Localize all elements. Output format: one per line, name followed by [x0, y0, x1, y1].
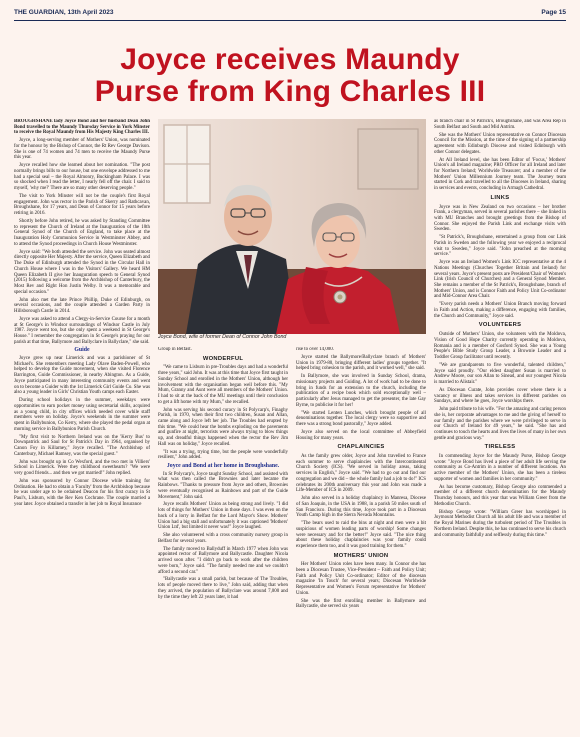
paragraph: Joyce said: "We both attended the service. John was seated almost directly opposite Her Majesty. After the service, Queen Elizabeth and The Duke of Edinburgh attended the Synod in the Circular Hall in Church House where I was in the Visitors' Gallery. We heard HM Queen Elizabeth II give her Inauguration speech to General Synod (2015) following a welcome from the Archbishop of Canterbury, the Most Rev and Right Hon Justin Welby. It was a memorable and special occasion." [14, 249, 150, 295]
paragraph: Group in Belfast. [158, 347, 192, 352]
paragraph: Shortly before John retired, he was asked by Standing Committee to represent the Church of Ireland at the Inauguration of the 10th General Synod of the Church of England, to take place at the Inauguration Holy Communion Service in Westminster Abbey, and to attend the Synod proceedings in Church House Westminster. [14, 219, 150, 247]
photo-illustration [158, 119, 426, 334]
headline [14, 44, 566, 108]
paragraph: "St Patrick's, Broughshane, entertained a group from our Link Parish in Sweden and the following year we enjoyed a reciprocal visit to Sweden," Joyce said. "John preached at the morning service." [434, 235, 566, 258]
paragraph: John paid tribute to his wife. "For the amazing and caring person she is, her corporate advantages to me and the giving of herself to our family and the parishes where we were privileged to serve in our Church of Ireland for 49 years," he said. "She has and continues to touch the hearts and lives the lives of many in her own gentle and gracious way." [434, 407, 566, 441]
paragraph: "The bears used to raid the bins at night and men were a bit suspicious of women leading parts of worship! Some changes were necessary and for the better!" Joyce said. "The nice thing about these holiday chaplaincies was your family could experience them too, and it was good training for them." [296, 521, 426, 549]
paragraph: "Every parish needs a Mothers' Union Branch moving forward in Faith and Action, making a difference, engaging with families, the Church and Community," Joyce said. [434, 302, 566, 319]
publication-date: THE GUARDIAN, 13th April 2023 [14, 8, 114, 16]
page-number: Page 15 [541, 8, 566, 16]
subheading-home: Joyce and Bond at her home in Broughshane. [166, 463, 280, 470]
article-column-1 [14, 119, 150, 724]
paragraph: In St Polycarp's, Joyce taught Sunday School, and assisted with what was then called the Brownies and later became the Rainbows. "Thanks to pressure from Joyce and others, Brownies were eventually recognised as Rainbows and part of the Guide Movement," John said. [158, 471, 288, 500]
paragraph: Her Mothers' Union roles have been many. In Connor she has been a Diocesan Trustee, Vice-President – Faith and Policy Unit; Faith and Policy Unit Co-ordinator; Editor of the diocesan magazine 'In Touch' for several years; Diocesan Worldwide Representative and Women's Forum representative for Mothers' Union. [296, 562, 426, 596]
paragraph: In commending Joyce for the Maundy Purse, Bishop George wrote: "Joyce Bond has lived a piece of her adult life serving the community as Co-Antrim in a number of different locations. An active member of the Mothers' Union, she has been a tireless supporter of women and families in her community." [434, 454, 566, 482]
paragraph: "It was a trying, trying time, but the people were wonderfully resilient," John added. [158, 449, 288, 461]
paragraph: John was serving his second curacy in St Polycarp's, Finaghy Parish, in 1970, when their first two children, Susan and Allan, came along and Joyce left her job. The Troubles had erupted by this time. "We could hear the bombs exploding on the pavements and gunfire at night, terrorists were always trying to blow things up, and dreadful things happened when the rector the Rev Jim Hall was on holiday," Joyce recalled. [158, 407, 288, 447]
article-column-3 [296, 347, 426, 724]
paragraph: She also volunteered with a cross community nursery group in Belfast for several years. [158, 533, 288, 544]
paragraph: As Diocesan Curate, John provides cover where there is a vacancy or illness and takes services in different parishes on Sundays, and where he goes, Joyce worships there. [434, 387, 566, 405]
headline-line-1: Joyce receives Maundy [120, 43, 460, 76]
paragraph: As has become customary, Bishop George also commended a member of a different church denomination for the Maundy Thursday honours, and this year that was William Greer from the Methodist Church. [434, 484, 566, 507]
subheading-volunteers: VOLUNTEERS [478, 322, 522, 329]
subheading-tireless: TIRELESS [484, 444, 516, 451]
header-rule [14, 20, 566, 21]
subheading-guide: Guide [74, 347, 90, 354]
paragraph: Joyce was asked to attend a Clergy-in-Service Course for a month at St George's in Windsor surroundings of Windsor Castle in July 1987. Joyce went too, but she only spent a weekend in St George's House." I remember the congregation in St George's praying for our parish at that time, Ballymore and Ballyclare in Ballyclare," she said. [14, 316, 150, 345]
paragraph: Joyce, a long-serving member of Mothers' Union, was nominated for the honour by the Bishop of Connor, the Rt Rev George Davison. She is one of 74 women and 74 men to receive the Maundy Purse this year. [14, 138, 150, 161]
subheading-links: LINKS [490, 194, 510, 201]
paragraph: Joyce started the Ballymore/Ballyclare branch of Mothers' Union in 1979-80, bringing different ladies' groups together. "It helped bring cohesion to the parish, and it worked well," she said. [296, 354, 426, 372]
subheading-mothers-union: MOTHERS' UNION [333, 552, 389, 559]
paragraph: During school holidays in the summer, weekdays were opportunities to earn pocket money using secretarial skills, acquired as a young child, in city offices which needed cover while staff members were on holiday. Joyce's weekends in the summer were spent in Ballybunion, Co Kerry, where she played the pedal organ at morning service in Ballybunion Parish Church. [14, 398, 150, 432]
paragraph: "My first visit to Northern Ireland was on the 'Kerry Bus' to Downpatrick and Saul for St Patrick's Day in 1964, organised by Canon Foy in Killarney," Joyce recalled. "The Archbishop of Canterbury, Michael Ramsey, was the special guest." [14, 434, 150, 457]
paragraph: Joyce also served on the local committee of Abbeyfield Housing for many years. [296, 429, 426, 441]
paragraph: Joyce recalled how she learned about her nomination. "The post normally brings bills to our house, but one envelope addressed to me had a special seal – the Royal Almonry, Buckingham Palace. I was so shocked when I read the letter, I nearly fell off the chair. I said to myself, 'why me?' There are so many other deserving people." [14, 163, 150, 192]
paragraph: "We are grandparents to five wonderful, talented children," Joyce said proudly. "Our eldest daughter Susan is married to Andrew Moore, our son Allan to Sinead, and our youngest Nicola is married to Alistair." [434, 362, 566, 385]
paragraph: The family moved to Ballyduff in March 1977 when John was appointed rector of Ballymore and Ballycastle. Daughter Nicola arrived soon after. "I didn't go back to work after the children were born," Joyce said. "The family needed me and we couldn't afford a second car." [158, 546, 288, 575]
headline-line-2: Purse from King Charles III [94, 75, 486, 108]
paragraph: rise to over 14,000. [296, 347, 334, 352]
paragraph: The visit to York Minster will not be the couple's first Royal engagement. John was rector in the Parish of Skerry and Rathcavan, Broughshane, for 17 years, and Dean of Connor for 15 years before retiring in 2016. [14, 194, 150, 217]
paragraph: John also met the late Prince Phillip, Duke of Edinburgh, on several occasions, and the couple attended a Garden Party in Hillsborough Castle in 2014. [14, 297, 150, 314]
paragraph: At All Ireland level, she has been Editor of 'Focus,' Mothers' Union's all Ireland magazine; PRO Officer for all Ireland and later for Northern Ireland; Worldwide Treasurer; and a member of the Mothers' Union Millennium Journey team. The Journey team started in Cork and travelled to all the Dioceses in Ireland, sharing in services and events, concluding in Armagh Cathedral. [434, 157, 566, 192]
paragraph: "We came to Lisburn in pre-Troubles days and had a wonderful three years," said John. It was at this time that Joyce first taught in Sunday School and enrolled in the Mothers' Union, although her involvement with the organisation began well before this. "My Mum, Granny and Aunt were all members of the Mothers' Union. I had to sit at the back of the MU meetings until their conclusion to get a lift home with my Mum," she recalled. [158, 365, 288, 405]
couple-photo [158, 119, 426, 334]
lead-paragraph: BROUGHSHANE lady Joyce Bond and her husband Dean John Bond travelled to the Maundy Thursday Service in York Minster to receive the Royal Maundy from His Majesty King Charles III. [14, 119, 150, 136]
paragraph: In Ballymore, she was involved in Sunday School, drama, missionary projects and Guiding. A lot of work had to be done to bring in funds for an extension to the church, including the publication of a recipe book which sold exceptionally well – particularly after Jesus managed to get the presenter, the late Gay Byrne, to publicise it for her! [296, 374, 426, 408]
paragraph: She was the first enrolling member in Ballymore and Ballycastle, she served six years [296, 598, 426, 610]
paragraph: John also served in a holiday chaplaincy in Manresa, Diocese of San Joaquin, in the USA in 1988, in a parish 50 miles south of San Francisco. During this time, Joyce took part in a Diocesan Youth Camp high in the Sierra Nevada Mountains. [296, 496, 426, 519]
paragraph: She was the Mothers' Union representative on Connor Diocesan Council for the Mission, at the time of the signing of a partnership agreement with Edinburgh Diocese and visited Edinburgh with other Connor delegates. [434, 132, 566, 155]
paragraph: John was sponsored by Connor Diocese while training for Ordination. He had to obtain a 'Faculty' from the Archbishop because he was under age to be ordained Deacon for his first curacy in St Paul's, Lisburn, with the Rev Ken Cochrane. The couple married a year later. Joyce obtained a transfer in her job to Royal Insurance [14, 478, 150, 507]
subheading-chaplaincies: CHAPLAINCIES [337, 444, 385, 451]
paragraph: Outside of Mothers' Union, she volunteers with the Moldova, Vision of Good Hope Charity currently operating in Moldova, Romania and is a member of Gosford Synod. She was a Young People's Bible Study Group Leader, a Brownie Leader and a Toddler Group facilitator until recently. [434, 332, 566, 360]
paragraph: Joyce was an Ireland Women's Link ICC representative at the 4 Nations Meetings (Churches Together Britain and Ireland) for several years. Joyce's present posts are President/Chair of Women's Link (Irish Council of Churches) and a General Synod Member. She remains a member of the St Patrick's, Broughshane, branch of Mothers' Union, and is Connor Faith and Policy Unit Co-ordinator and Mid-Connor Area Chair. [434, 260, 566, 300]
paragraph: "We started Lenten Lunches, which brought people of all denominations together. The local clergy were so supportive and there was a strong bond pastorally," Joyce added. [296, 410, 426, 427]
paragraph: as branch chair in St Patrick's, Broughshane, and was Area Rep in South Belfast and South and Mid Antrim. [434, 119, 566, 130]
article-column-4 [434, 119, 566, 724]
paragraph: Joyce grew up near Limerick and was a parishioner of St Michael's. She remembers meeting Lady Olave Baden-Powell, who helped to develop the Guide movement, when she visited Florence Barrington, Guide Commissioner, in nearby Abington. As a Guide, Joyce participated in many interesting community events and went on to become a Guider with the 1st Limerick Girl Guide Co. She was also a young leader in Girls' Christian Youth camps each Easter. [14, 356, 150, 396]
paragraph: Joyce recalls Mothers' Union as being strong and lively. "I did lots of things for Mothers' Union in those days. I was even on the back of a lorry in Belfast for the Lord Mayor's Show. Mothers' Union had a big stall and unfortunately it was captioned 'Mothers' Union Ltd', but limited it never was!" Joyce laughed. [158, 502, 288, 531]
paragraph: "Ballycastle was a small parish, but because of The Troubles, lots of people moved there to live," John said, adding that when they arrived, the population of Ballyclare was around 7,000 and by the time they left 22 years later, it had [158, 577, 288, 600]
article-column-2 [158, 347, 288, 724]
paragraph: John was brought up in Co Wexford, and the two met in Villiers' School in Limerick. Were they childhood sweethearts? "We were very good friends... and then we got married!" John replied. [14, 459, 150, 476]
paragraph: As the family grew older, Joyce and John travelled to France each summer to serve chaplaincies with the Intercontinental Church Society (ICS). "We served in holiday areas, taking services in English," Joyce said. "We had to go out and find our congregation and we did – the whole family had a job to do!" ICS celebrates its 200th anniversary this year and John was made a Life-Member of ICS in 2009. [296, 454, 426, 494]
paragraph: Joyce was in New Zealand on two occasions – her brother Frank, a clergyman, served in several parishes there – she linked in with MU Branches and brought greetings from the Bishop of Connor. She enjoyed the Parish Link and exchange visits with Sweden. [434, 204, 566, 233]
paragraph: Bishop George wrote: "William Greer has worshipped in Joymount Methodist Church all his adult life and was a member of the Royal Marines during the turbulent period of The Troubles in Northern Ireland. Despite this, he has continued to serve his church and community faithfully and selflessly during this time." [434, 509, 566, 538]
subheading-wonderful: WONDERFUL [202, 355, 244, 362]
photo-caption: Joyce Bond, wife of former Dean of Connor John Bond [158, 334, 287, 340]
page-header [14, 6, 566, 18]
